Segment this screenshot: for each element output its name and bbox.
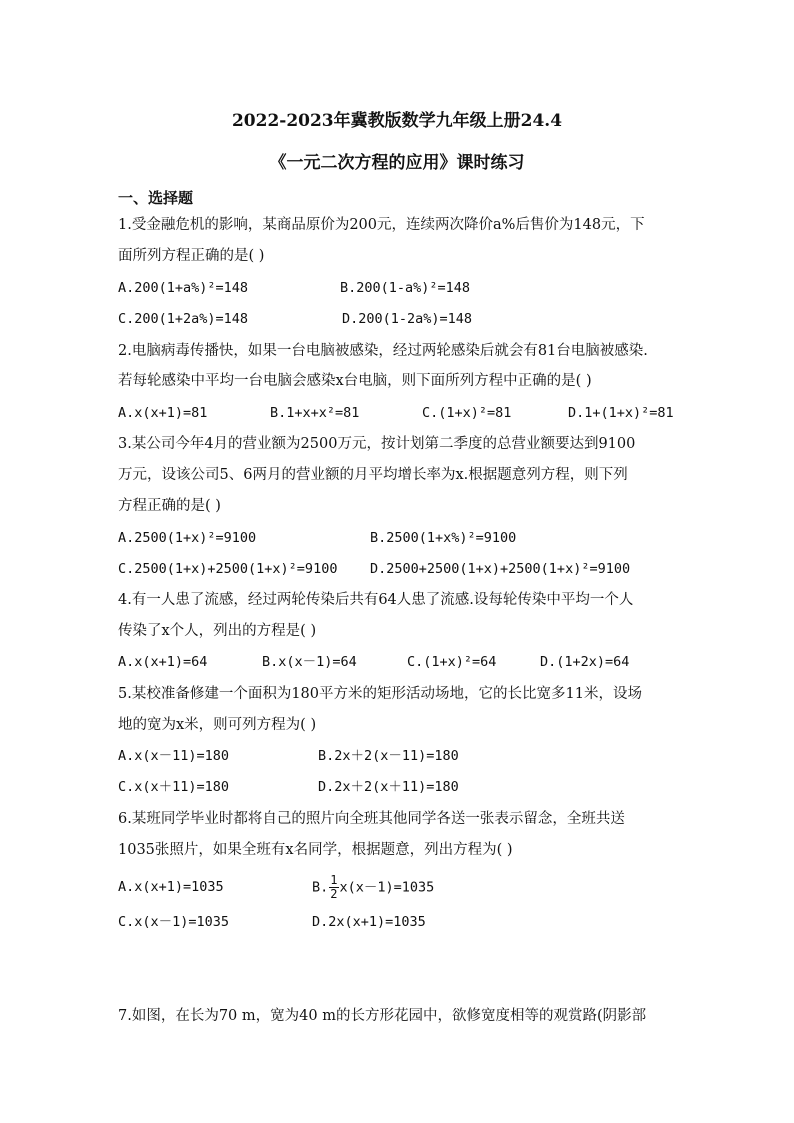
question-6-option-b [312, 874, 434, 901]
fraction-numerator: 1 [330, 873, 338, 887]
question-1-option-a: A.200(1+a%)²=148 [118, 280, 249, 296]
question-6-option-a: A.x(x+1)=1035 [118, 879, 224, 895]
question-5-line-1: 5.某校准备修建一个面积为180平方米的矩形活动场地，它的长比宽多11米，设场 [118, 686, 642, 702]
question-5-option-a: A.x(x－11)=180 [118, 748, 230, 764]
question-2-option-b: B.1+x+x²=81 [270, 405, 360, 421]
fraction-denominator: 2 [330, 887, 338, 901]
question-6-line-2: 1035张照片，如果全班有x名同学，根据题意，列出方程为( ) [118, 842, 513, 858]
question-2-line-1: 2.电脑病毒传播快，如果一台电脑被感染，经过两轮感染后就会有81台电脑被感染. [118, 343, 648, 359]
question-6-option-d: D.2x(x+1)=1035 [312, 914, 426, 930]
question-1-line-2: 面所列方程正确的是( ) [118, 248, 265, 264]
question-1-option-d: D.200(1-2a%)=148 [342, 311, 473, 327]
question-2-option-c: C.(1+x)²=81 [422, 405, 512, 421]
question-1-line-1: 1.受金融危机的影响，某商品原价为200元，连续两次降价a%后售价为148元，下 [118, 217, 645, 233]
question-2-option-a: A.x(x+1)=81 [118, 405, 208, 421]
question-3-option-d: D.2500+2500(1+x)+2500(1+x)²=9100 [370, 561, 631, 577]
question-3-option-a: A.2500(1+x)²=9100 [118, 530, 257, 546]
question-3-option-b: B.2500(1+x%)²=9100 [370, 530, 517, 546]
question-4-line-2: 传染了x个人，列出的方程是( ) [118, 623, 317, 639]
question-6-option-b-expression: x(x－1)=1035 [339, 879, 435, 896]
question-3-option-c: C.2500(1+x)+2500(1+x)²=9100 [118, 561, 338, 577]
question-3-line-2: 万元，设该公司5、6两月的营业额的月平均增长率为x.根据题意列方程，则下列 [118, 467, 628, 483]
question-5-option-d: D.2x＋2(x＋11)=180 [318, 779, 459, 795]
question-7-line-1: 7.如图，在长为70 m，宽为40 m的长方形花园中，欲修宽度相等的观赏路(阴影部 [118, 1008, 647, 1024]
question-4-option-b: B.x(x－1)=64 [262, 654, 357, 670]
question-5-option-b: B.2x＋2(x－11)=180 [318, 748, 459, 764]
one-half-fraction [329, 874, 338, 901]
question-4-option-d: D.(1+2x)=64 [540, 654, 630, 670]
question-1-option-b: B.200(1-a%)²=148 [340, 280, 471, 296]
question-5-option-c: C.x(x＋11)=180 [118, 779, 230, 795]
question-6-option-c: C.x(x－1)=1035 [118, 914, 230, 930]
section-heading: 一、选择题 [118, 189, 194, 207]
question-6-line-1: 6.某班同学毕业时都将自己的照片向全班其他同学各送一张表示留念，全班共送 [118, 811, 625, 827]
question-4-option-c: C.(1+x)²=64 [407, 654, 497, 670]
question-4-line-1: 4.有一人患了流感，经过两轮传染后共有64人患了流感.设每轮传染中平均一个人 [118, 592, 634, 608]
doc-title-line2: 《一元二次方程的应用》课时练习 [269, 153, 525, 173]
question-4-option-a: A.x(x+1)=64 [118, 654, 208, 670]
question-5-line-2: 地的宽为x米，则可列方程为( ) [118, 717, 317, 733]
question-3-line-3: 方程正确的是( ) [118, 498, 221, 514]
question-2-option-d: D.1+(1+x)²=81 [568, 405, 674, 421]
question-1-option-c: C.200(1+2a%)=148 [118, 311, 249, 327]
question-6-option-b-prefix: B. [312, 879, 329, 896]
doc-title-line1: 2022-2023年冀教版数学九年级上册24.4 [231, 111, 563, 131]
question-3-line-1: 3.某公司今年4月的营业额为2500万元，按计划第二季度的总营业额要达到9100 [118, 436, 636, 452]
question-2-line-2: 若每轮感染中平均一台电脑会感染x台电脑，则下面所列方程中正确的是( ) [118, 373, 592, 389]
